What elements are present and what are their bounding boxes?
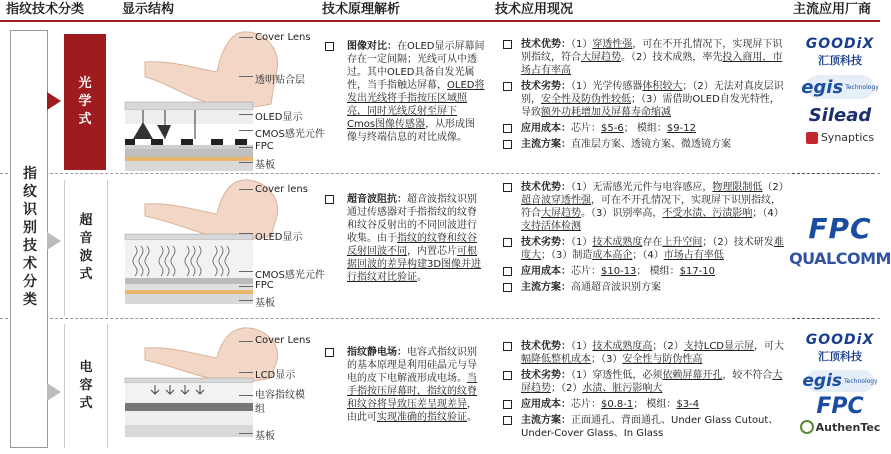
- header-principle: 技术原理解析: [322, 2, 401, 17]
- bullet-square-icon: [325, 42, 334, 51]
- layer-label: FPC: [255, 280, 274, 291]
- application-capacitive: [497, 340, 789, 443]
- authentec-icon: [800, 420, 814, 434]
- bullet-square-icon: [325, 348, 334, 357]
- row-divider: [0, 173, 880, 174]
- category-optical[interactable]: 光学式: [64, 34, 106, 170]
- layer-label: Cover Lens: [255, 32, 311, 43]
- layer-label: 电容指纹模组: [255, 390, 305, 415]
- header-category: 指纹技术分类: [6, 2, 85, 17]
- solution-item: 主流方案：高通超音波识别方案: [497, 281, 789, 294]
- solution-item: 主流方案：正面通孔、背面通孔、Under Glass Cutout、Under-Cover Glass、In Glass: [497, 414, 789, 440]
- disadvantage-item: 技术劣势：（1）穿透性低，必须依赖屏幕开孔，较不符合大屏趋势；（2）水渍、脏污影响大: [497, 369, 789, 395]
- goodix-cn-logo: 汇顶科技: [818, 54, 862, 67]
- bullet-square-icon: [503, 40, 512, 49]
- egis-logo: egis Technology: [802, 371, 878, 391]
- header-structure: 显示结构: [122, 2, 175, 17]
- fpc-logo: FPC: [808, 212, 872, 245]
- vendor-divider: [792, 318, 874, 319]
- category-capacitive[interactable]: 电容式: [64, 324, 108, 448]
- bullet-square-icon: [503, 124, 512, 133]
- goodix-cn-logo: 汇顶科技: [818, 350, 862, 363]
- left-category-label: 指纹识别技术分类: [23, 166, 37, 308]
- header-application: 技术应用现况: [495, 2, 574, 17]
- layer-label: 基板: [255, 160, 275, 171]
- vendor-divider: [792, 173, 874, 174]
- advantage-item: 技术优势：（1）穿透性强，可在不开孔情况下，实现屏下识别指纹，符合大屏趋势。（2）技术成熟，率先投入商用，市场占有率高: [497, 38, 789, 77]
- layer-label: OLED显示: [255, 232, 303, 243]
- silead-logo: Silead: [808, 105, 872, 126]
- layer-label: LCD显示: [255, 370, 296, 381]
- bullet-square-icon: [325, 195, 334, 204]
- bullet-square-icon: [503, 140, 512, 149]
- bullet-square-icon: [503, 371, 512, 380]
- layer-label: 透明贴合层: [255, 75, 305, 86]
- layer-label: OLED显示: [255, 112, 303, 123]
- cost-item: 应用成本：芯片：$0.8-1； 模组：$3-4: [497, 398, 789, 411]
- optical-layer-illustration: [125, 22, 325, 172]
- bullet-square-icon: [503, 82, 512, 91]
- bullet-square-icon: [503, 283, 512, 292]
- synaptics-logo: Synaptics: [806, 131, 874, 144]
- synaptics-icon: [806, 132, 818, 144]
- cost-item: 应用成本：芯片：$5-6； 模组：$9-12: [497, 122, 789, 135]
- vendor-list-ultrasonic: [789, 212, 891, 268]
- layer-label: CMOS感光元件: [255, 270, 325, 281]
- authentec-logo: AuthenTec: [800, 420, 881, 434]
- disadvantage-item: 技术劣势：（1）技术成熟度存在上升空间；（2）技术研发难度大；（3）制造成本高企；（4）市场占有率低: [497, 236, 789, 262]
- bullet-square-icon: [503, 267, 512, 276]
- advantage-item: 技术优势：（1）技术成熟度高；（2）支持LCD显示屏，可大幅降低整机成本；（3）安全性与防伪性高: [497, 340, 789, 366]
- ultrasonic-layer-illustration: [125, 176, 325, 316]
- egis-logo: egis Technology: [801, 76, 879, 98]
- goodix-logo: GOODiX: [805, 36, 875, 52]
- arrow-indicator-icon: [47, 383, 61, 401]
- bullet-square-icon: [503, 400, 512, 409]
- bullet-square-icon: [503, 342, 512, 351]
- layer-label: Cover lens: [255, 184, 308, 195]
- category-ultrasonic[interactable]: 超音波式: [64, 180, 108, 316]
- principle-optical: 图像对比：在OLED显示屏幕间存在一定间隔；光线可从中透过。其中OLED具备自发光属性，当手指触达屏幕，OLED将发出光线将手指按压区域照亮，同时光线反射至屏下Cmos图像传感器，从形成图像与终端信息的对比成像。: [325, 40, 485, 144]
- application-optical: [497, 38, 789, 154]
- header-vendors: 主流应用厂商: [793, 2, 872, 17]
- layer-label: Cover Lens: [255, 335, 311, 346]
- bullet-square-icon: [503, 416, 512, 425]
- cost-item: 应用成本：芯片：$10-13； 模组：$17-10: [497, 265, 789, 278]
- solution-item: 主流方案：直准层方案、透镜方案、微透镜方案: [497, 138, 789, 151]
- optical-structure-diagram: [125, 22, 325, 172]
- arrow-indicator-icon: [47, 232, 61, 250]
- layer-label: 基板: [255, 431, 275, 442]
- application-ultrasonic: [497, 181, 789, 297]
- layer-label: 基板: [255, 298, 275, 309]
- goodix-logo: GOODiX: [805, 332, 875, 348]
- vendor-list-capacitive: [800, 332, 880, 434]
- row-divider: [0, 318, 880, 319]
- vendor-list-optical: [800, 36, 880, 144]
- bullet-square-icon: [503, 183, 512, 192]
- ultrasonic-structure-diagram: [125, 176, 325, 316]
- fpc-logo: FPC: [816, 394, 864, 419]
- arrow-indicator-icon: [47, 92, 61, 110]
- qualcomm-logo: QUALCOMM: [789, 249, 891, 268]
- principle-ultrasonic: 超音波阻抗：超音波指纹识别通过传感器对手指指纹的纹脊和纹谷反射出的不同回波进行收集。由于指纹的纹脊和纹谷反射回波不同，内置芯片可根据回波的差异构建3D图像并进行指纹对比验证。: [325, 193, 485, 284]
- advantage-item: 技术优势：（1）无需感光元件与电容感应，物理限制低（2）超音波穿透性强，可在不开孔情况下，实现屏下识别指纹，符合大屏趋势。（3）识别率高，不受水渍、污渍影响；（4）支持活体检测: [497, 181, 789, 233]
- bullet-square-icon: [503, 238, 512, 247]
- capacitive-structure-diagram: [125, 322, 325, 450]
- layer-label: FPC: [255, 141, 274, 152]
- layer-label: CMOS感光元件: [255, 129, 325, 140]
- disadvantage-item: 技术劣势：（1）光学传感器体积较大；（2）无法对真皮层识别，安全性及防伪性较低；（3）需借助OLED自发光特性，导致额外功耗增加及屏幕寿命缩减: [497, 80, 789, 119]
- principle-capacitive: 指纹静电场：电容式指纹识别的基本原理是利用硅晶元与导电的皮下电解液形成电场。当手指按压屏幕时，指纹的纹脊和纹谷将导致压差呈现差异，由此可实现准确的指纹验证。: [325, 346, 485, 424]
